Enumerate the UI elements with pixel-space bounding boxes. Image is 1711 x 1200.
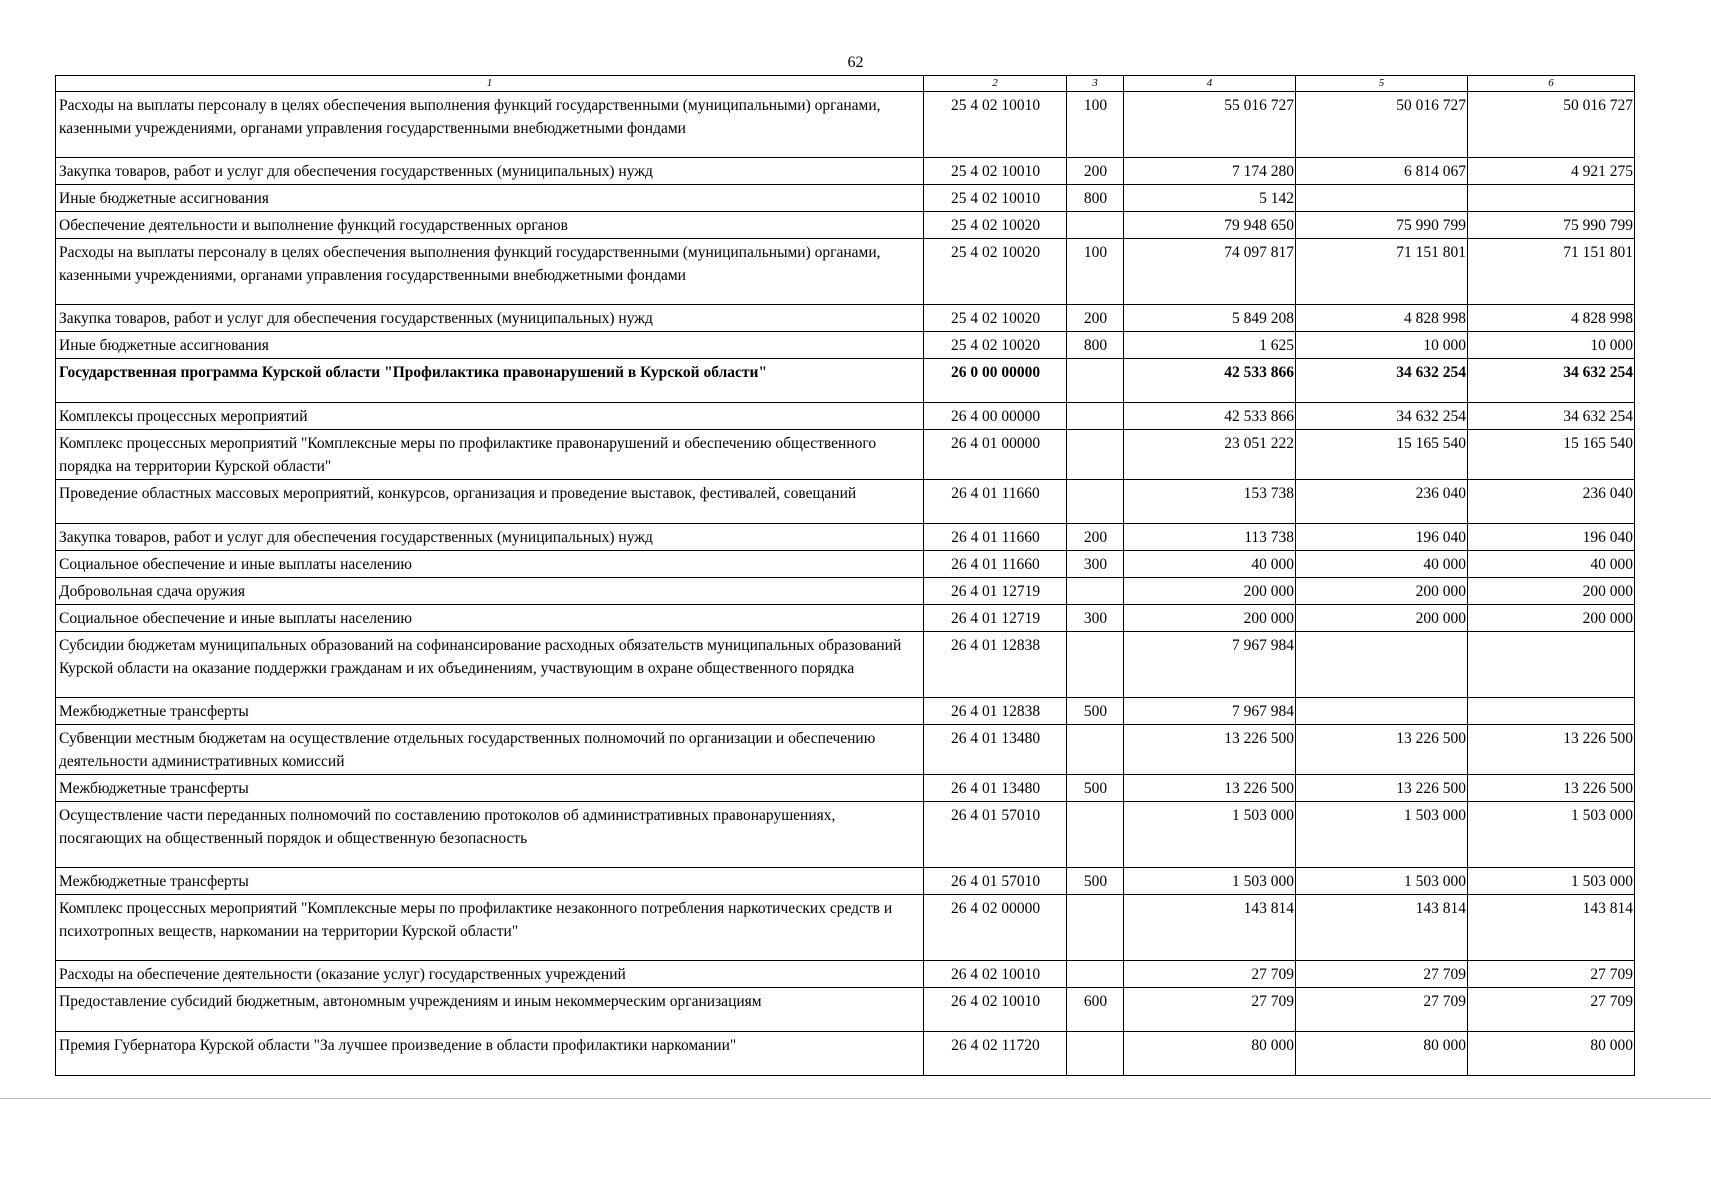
row-amount-col5: 1 503 000: [1296, 868, 1468, 895]
row-target-code: 25 4 02 10010: [924, 185, 1067, 212]
row-name: Межбюджетные трансферты: [56, 868, 924, 895]
table-row: [56, 802, 1635, 868]
row-amount-col4: 27 709: [1124, 961, 1296, 988]
row-name: Комплексы процессных мероприятий: [56, 403, 924, 430]
row-expense-type: 500: [1067, 698, 1124, 725]
row-expense-type: 200: [1067, 305, 1124, 332]
row-amount-col4: 80 000: [1124, 1032, 1296, 1076]
budget-table: [55, 75, 1635, 1076]
row-amount-col4: 113 738: [1124, 524, 1296, 551]
table-row: [56, 239, 1635, 305]
table-row: [56, 359, 1635, 403]
row-amount-col6: 80 000: [1468, 1032, 1635, 1076]
row-expense-type: 300: [1067, 551, 1124, 578]
row-expense-type: 500: [1067, 775, 1124, 802]
row-amount-col5: 143 814: [1296, 895, 1468, 961]
row-amount-col6: 50 016 727: [1468, 92, 1635, 158]
row-expense-type: [1067, 725, 1124, 775]
row-amount-col6: 15 165 540: [1468, 430, 1635, 480]
row-amount-col6: 200 000: [1468, 605, 1635, 632]
row-target-code: 25 4 02 10020: [924, 305, 1067, 332]
row-expense-type: 600: [1067, 988, 1124, 1032]
row-expense-type: 800: [1067, 332, 1124, 359]
table-row: [56, 212, 1635, 239]
row-amount-col4: 23 051 222: [1124, 430, 1296, 480]
row-amount-col6: 34 632 254: [1468, 403, 1635, 430]
row-amount-col4: 153 738: [1124, 480, 1296, 524]
row-expense-type: [1067, 632, 1124, 698]
row-target-code: 26 4 01 57010: [924, 802, 1067, 868]
table-row: [56, 158, 1635, 185]
row-expense-type: 100: [1067, 239, 1124, 305]
row-name: Закупка товаров, работ и услуг для обеспечения государственных (муниципальных) нужд: [56, 305, 924, 332]
row-name: Проведение областных массовых мероприятий, конкурсов, организация и проведение выставок, фестивалей, совещаний: [56, 480, 924, 524]
row-amount-col6: 27 709: [1468, 961, 1635, 988]
row-amount-col5: 27 709: [1296, 961, 1468, 988]
row-amount-col5: 13 226 500: [1296, 775, 1468, 802]
row-amount-col4: 42 533 866: [1124, 403, 1296, 430]
row-amount-col5: 34 632 254: [1296, 403, 1468, 430]
row-name: Обеспечение деятельности и выполнение функций государственных органов: [56, 212, 924, 239]
row-amount-col5: 4 828 998: [1296, 305, 1468, 332]
row-amount-col6: 196 040: [1468, 524, 1635, 551]
row-amount-col4: 200 000: [1124, 605, 1296, 632]
row-name: Социальное обеспечение и иные выплаты населению: [56, 551, 924, 578]
table-row: [56, 775, 1635, 802]
row-amount-col5: 50 016 727: [1296, 92, 1468, 158]
row-amount-col4: 143 814: [1124, 895, 1296, 961]
row-target-code: 26 4 01 13480: [924, 725, 1067, 775]
row-expense-type: [1067, 403, 1124, 430]
table-row: [56, 988, 1635, 1032]
table-row: [56, 605, 1635, 632]
row-amount-col4: 40 000: [1124, 551, 1296, 578]
row-amount-col5: 6 814 067: [1296, 158, 1468, 185]
table-row: [56, 185, 1635, 212]
table-row: [56, 698, 1635, 725]
row-target-code: 26 4 01 11660: [924, 524, 1067, 551]
row-target-code: 25 4 02 10010: [924, 158, 1067, 185]
column-header-1: 1: [56, 76, 924, 92]
row-target-code: 26 4 01 11660: [924, 551, 1067, 578]
row-expense-type: [1067, 480, 1124, 524]
row-name: Субсидии бюджетам муниципальных образований на софинансирование расходных обязательств муниципальных образований Курской области на оказание поддержки гражданам и их объединениям, участвующим в охране общественного порядка: [56, 632, 924, 698]
row-target-code: 25 4 02 10010: [924, 92, 1067, 158]
column-header-4: 4: [1124, 76, 1296, 92]
row-name: Расходы на выплаты персоналу в целях обеспечения выполнения функций государственными (муниципальными) органами, казенными учреждениями, органами управления государственными внебюджетными фондами: [56, 239, 924, 305]
row-amount-col6: 27 709: [1468, 988, 1635, 1032]
row-amount-col6: 75 990 799: [1468, 212, 1635, 239]
row-target-code: 26 0 00 00000: [924, 359, 1067, 403]
row-expense-type: [1067, 578, 1124, 605]
row-name: Государственная программа Курской области "Профилактика правонарушений в Курской области": [56, 359, 924, 403]
row-expense-type: [1067, 1032, 1124, 1076]
table-row: [56, 551, 1635, 578]
row-amount-col4: 5 142: [1124, 185, 1296, 212]
row-amount-col4: 200 000: [1124, 578, 1296, 605]
row-name: Расходы на выплаты персоналу в целях обеспечения выполнения функций государственными (муниципальными) органами, казенными учреждениями, органами управления государственными внебюджетными фондами: [56, 92, 924, 158]
row-expense-type: [1067, 359, 1124, 403]
table-row: [56, 332, 1635, 359]
row-amount-col4: 7 967 984: [1124, 632, 1296, 698]
page-number: 62: [847, 54, 864, 71]
row-amount-col5: 13 226 500: [1296, 725, 1468, 775]
row-target-code: 26 4 02 10010: [924, 988, 1067, 1032]
row-expense-type: 300: [1067, 605, 1124, 632]
row-target-code: 26 4 01 57010: [924, 868, 1067, 895]
row-target-code: 26 4 01 12838: [924, 632, 1067, 698]
row-expense-type: [1067, 895, 1124, 961]
row-amount-col6: [1468, 185, 1635, 212]
row-name: Социальное обеспечение и иные выплаты населению: [56, 605, 924, 632]
row-amount-col5: [1296, 698, 1468, 725]
row-amount-col5: 196 040: [1296, 524, 1468, 551]
column-header-5: 5: [1296, 76, 1468, 92]
table-row: [56, 403, 1635, 430]
row-amount-col5: 34 632 254: [1296, 359, 1468, 403]
row-amount-col5: 200 000: [1296, 605, 1468, 632]
table-row: [56, 961, 1635, 988]
row-amount-col5: 40 000: [1296, 551, 1468, 578]
row-amount-col4: 55 016 727: [1124, 92, 1296, 158]
row-amount-col4: 1 625: [1124, 332, 1296, 359]
row-amount-col4: 13 226 500: [1124, 775, 1296, 802]
row-amount-col4: 1 503 000: [1124, 868, 1296, 895]
row-amount-col6: 40 000: [1468, 551, 1635, 578]
row-amount-col5: 80 000: [1296, 1032, 1468, 1076]
row-amount-col5: [1296, 632, 1468, 698]
row-amount-col5: 1 503 000: [1296, 802, 1468, 868]
row-name: Комплекс процессных мероприятий "Комплексные меры по профилактике незаконного потребления наркотических средств и психотропных веществ, наркомании на территории Курской области": [56, 895, 924, 961]
row-target-code: 26 4 00 00000: [924, 403, 1067, 430]
row-amount-col6: 71 151 801: [1468, 239, 1635, 305]
row-amount-col5: 15 165 540: [1296, 430, 1468, 480]
column-header-6: 6: [1468, 76, 1635, 92]
row-amount-col6: 13 226 500: [1468, 725, 1635, 775]
row-name: Закупка товаров, работ и услуг для обеспечения государственных (муниципальных) нужд: [56, 158, 924, 185]
row-amount-col5: 71 151 801: [1296, 239, 1468, 305]
column-header-2: 2: [924, 76, 1067, 92]
row-target-code: 25 4 02 10020: [924, 239, 1067, 305]
row-amount-col4: 13 226 500: [1124, 725, 1296, 775]
row-name: Межбюджетные трансферты: [56, 775, 924, 802]
table-row: [56, 92, 1635, 158]
column-number-header-row: [56, 76, 1635, 92]
row-amount-col4: 27 709: [1124, 988, 1296, 1032]
row-target-code: 26 4 01 13480: [924, 775, 1067, 802]
table-row: [56, 868, 1635, 895]
scan-artifact-line: [0, 1098, 1711, 1099]
row-amount-col4: 79 948 650: [1124, 212, 1296, 239]
row-amount-col4: 1 503 000: [1124, 802, 1296, 868]
table-row: [56, 725, 1635, 775]
row-name: Осуществление части переданных полномочий по составлению протоколов об административных правонарушениях, посягающих на общественный порядок и общественную безопасность: [56, 802, 924, 868]
row-target-code: 25 4 02 10020: [924, 212, 1067, 239]
row-amount-col6: [1468, 698, 1635, 725]
row-amount-col6: 1 503 000: [1468, 868, 1635, 895]
row-target-code: 26 4 01 12719: [924, 605, 1067, 632]
row-name: Закупка товаров, работ и услуг для обеспечения государственных (муниципальных) нужд: [56, 524, 924, 551]
row-amount-col5: 75 990 799: [1296, 212, 1468, 239]
row-amount-col5: 236 040: [1296, 480, 1468, 524]
table-row: [56, 632, 1635, 698]
row-target-code: 26 4 01 12838: [924, 698, 1067, 725]
row-amount-col6: 4 828 998: [1468, 305, 1635, 332]
row-expense-type: 100: [1067, 92, 1124, 158]
row-expense-type: 200: [1067, 158, 1124, 185]
table-body: [56, 76, 1635, 1076]
table-row: [56, 1032, 1635, 1076]
row-amount-col6: 34 632 254: [1468, 359, 1635, 403]
row-amount-col6: 200 000: [1468, 578, 1635, 605]
row-target-code: 26 4 01 12719: [924, 578, 1067, 605]
row-target-code: 26 4 01 11660: [924, 480, 1067, 524]
row-amount-col6: 13 226 500: [1468, 775, 1635, 802]
row-amount-col4: 74 097 817: [1124, 239, 1296, 305]
row-expense-type: 500: [1067, 868, 1124, 895]
row-amount-col6: 10 000: [1468, 332, 1635, 359]
row-target-code: 26 4 01 00000: [924, 430, 1067, 480]
row-target-code: 25 4 02 10020: [924, 332, 1067, 359]
row-amount-col5: [1296, 185, 1468, 212]
row-amount-col6: 1 503 000: [1468, 802, 1635, 868]
table-row: [56, 305, 1635, 332]
row-amount-col4: 42 533 866: [1124, 359, 1296, 403]
row-name: Иные бюджетные ассигнования: [56, 332, 924, 359]
row-expense-type: 200: [1067, 524, 1124, 551]
row-amount-col5: 27 709: [1296, 988, 1468, 1032]
row-name: Расходы на обеспечение деятельности (оказание услуг) государственных учреждений: [56, 961, 924, 988]
row-name: Межбюджетные трансферты: [56, 698, 924, 725]
row-amount-col6: 4 921 275: [1468, 158, 1635, 185]
row-amount-col4: 7 174 280: [1124, 158, 1296, 185]
row-name: Премия Губернатора Курской области "За лучшее произведение в области профилактики наркомании": [56, 1032, 924, 1076]
table-row: [56, 578, 1635, 605]
row-amount-col4: 7 967 984: [1124, 698, 1296, 725]
row-expense-type: [1067, 212, 1124, 239]
row-name: Субвенции местным бюджетам на осуществление отдельных государственных полномочий по организации и обеспечению деятельности административных комиссий: [56, 725, 924, 775]
row-expense-type: [1067, 802, 1124, 868]
table-row: [56, 524, 1635, 551]
row-amount-col5: 200 000: [1296, 578, 1468, 605]
row-amount-col6: 236 040: [1468, 480, 1635, 524]
row-expense-type: 800: [1067, 185, 1124, 212]
table-row: [56, 895, 1635, 961]
row-amount-col5: 10 000: [1296, 332, 1468, 359]
row-name: Добровольная сдача оружия: [56, 578, 924, 605]
row-amount-col6: [1468, 632, 1635, 698]
row-amount-col4: 5 849 208: [1124, 305, 1296, 332]
row-name: Комплекс процессных мероприятий "Комплексные меры по профилактике правонарушений и обеспечению общественного порядка на территории Курской области": [56, 430, 924, 480]
table-row: [56, 480, 1635, 524]
row-target-code: 26 4 02 10010: [924, 961, 1067, 988]
table-row: [56, 430, 1635, 480]
row-amount-col6: 143 814: [1468, 895, 1635, 961]
row-expense-type: [1067, 961, 1124, 988]
row-target-code: 26 4 02 00000: [924, 895, 1067, 961]
column-header-3: 3: [1067, 76, 1124, 92]
row-target-code: 26 4 02 11720: [924, 1032, 1067, 1076]
row-name: Предоставление субсидий бюджетным, автономным учреждениям и иным некоммерческим организациям: [56, 988, 924, 1032]
row-name: Иные бюджетные ассигнования: [56, 185, 924, 212]
row-expense-type: [1067, 430, 1124, 480]
